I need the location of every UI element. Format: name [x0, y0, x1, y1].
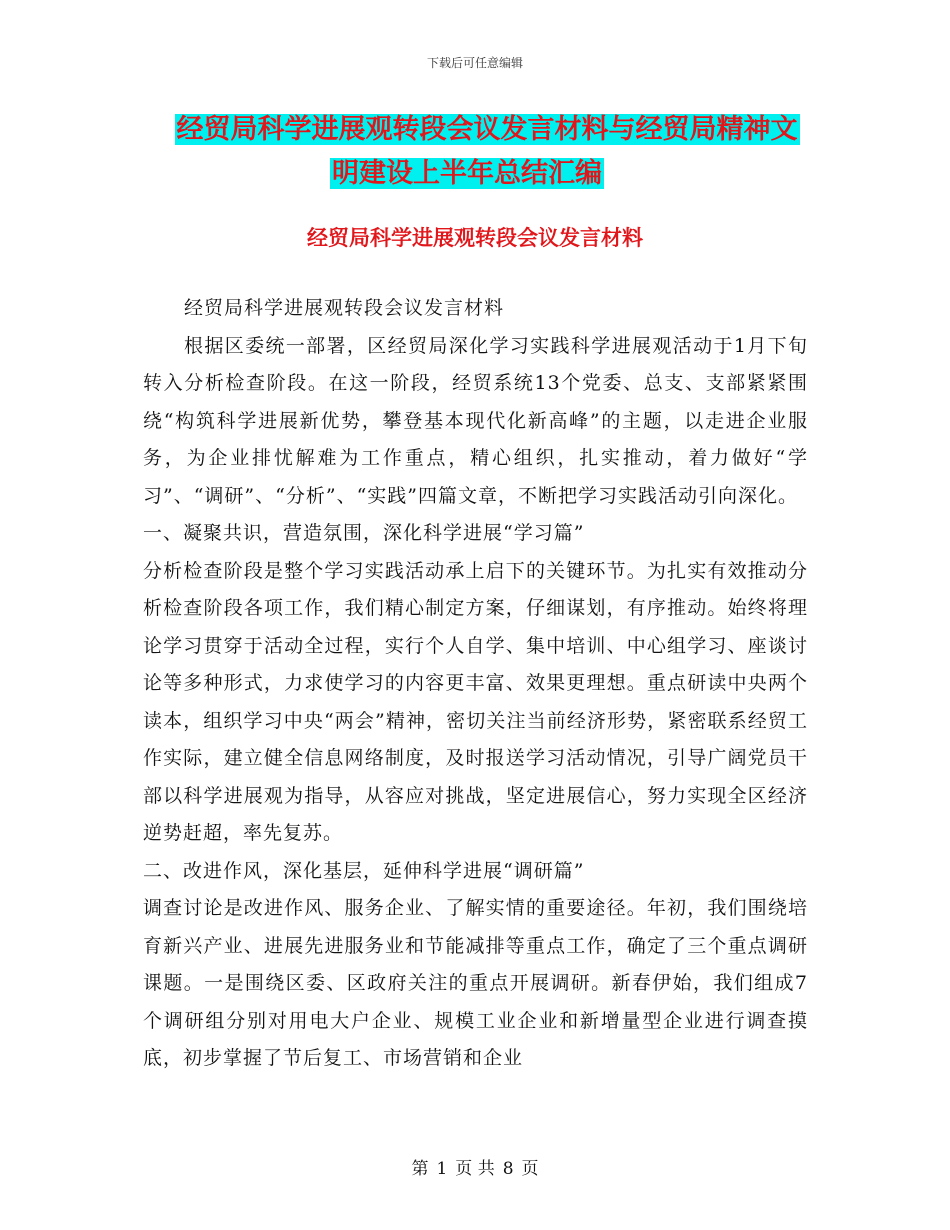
- paragraph-3: 调查讨论是改进作风、服务企业、了解实情的重要途径。年初，我们围绕培育新兴产业、进展先进服务业和节能减排等重点工作，确定了三个重点调研课题。一是围绕区委、区政府关注的重点开展调研。新春伊始，我们组成7个调研组分别对用电大户企业、规模工业企业和新增量型企业进行调查摸底，初步掌握了节后复工、市场营销和企业: [143, 897, 808, 1069]
- footer-suffix: 页: [521, 1159, 539, 1179]
- page-total: 8: [502, 1159, 514, 1179]
- title-line-1-text: 经贸局科学进展观转段会议发言材料与经贸局精神文: [176, 114, 798, 145]
- document-title-line-2: [0, 154, 942, 194]
- footer-prefix: 第: [411, 1159, 429, 1179]
- section-title: 经贸局科学进展观转段会议发言材料: [307, 226, 643, 250]
- header-note: 下载后可任意编辑: [426, 56, 523, 70]
- page-footer: [0, 1154, 950, 1179]
- heading-1: 一、凝聚共识，营造氛围，深化科学进展“学习篇”: [143, 522, 585, 544]
- intro-title: 经贸局科学进展观转段会议发言材料: [184, 297, 505, 319]
- heading-2: 二、改进作风，深化基层，延伸科学进展“调研篇”: [143, 859, 585, 882]
- page-number: 1: [436, 1159, 448, 1179]
- paragraph-1: 根据区委统一部署，区经贸局深化学习实践科学进展观活动于1月下旬转入分析检查阶段。在这一阶段，经贸系统13个党委、总支、支部紧紧围绕“构筑科学进展新优势，攀登基本现代化新高峰”的主题，以走进企业服务，为企业排忧解难为工作重点，精心组织，扎实推动，着力做好“学习”、“调研”、“分析”、“实践”四篇文章，不断把学习实践活动引向深化。: [143, 334, 808, 507]
- document-title-line-1: [12, 110, 950, 150]
- document-body: [143, 290, 808, 1078]
- paragraph-2: 分析检查阶段是整个学习实践活动承上启下的关键环节。为扎实有效推动分析检查阶段各项工作，我们精心制定方案，仔细谋划，有序推动。始终将理论学习贯穿于活动全过程，实行个人自学、集中培训、中心组学习、座谈讨论等多种形式，力求使学习的内容更丰富、效果更理想。重点研读中央两个读本，组织学习中央“两会”精神，密切关注当前经济形势，紧密联系经贸工作实际，建立健全信息网络制度，及时报送学习活动情况，引导广阔党员干部以科学进展观为指导，从容应对挑战，坚定进展信心，努力实现全区经济逆势赶超，率先复苏。: [143, 559, 808, 844]
- footer-mid: 页 共: [455, 1159, 495, 1179]
- title-line-2-text: 明建设上半年总结汇编: [332, 158, 602, 189]
